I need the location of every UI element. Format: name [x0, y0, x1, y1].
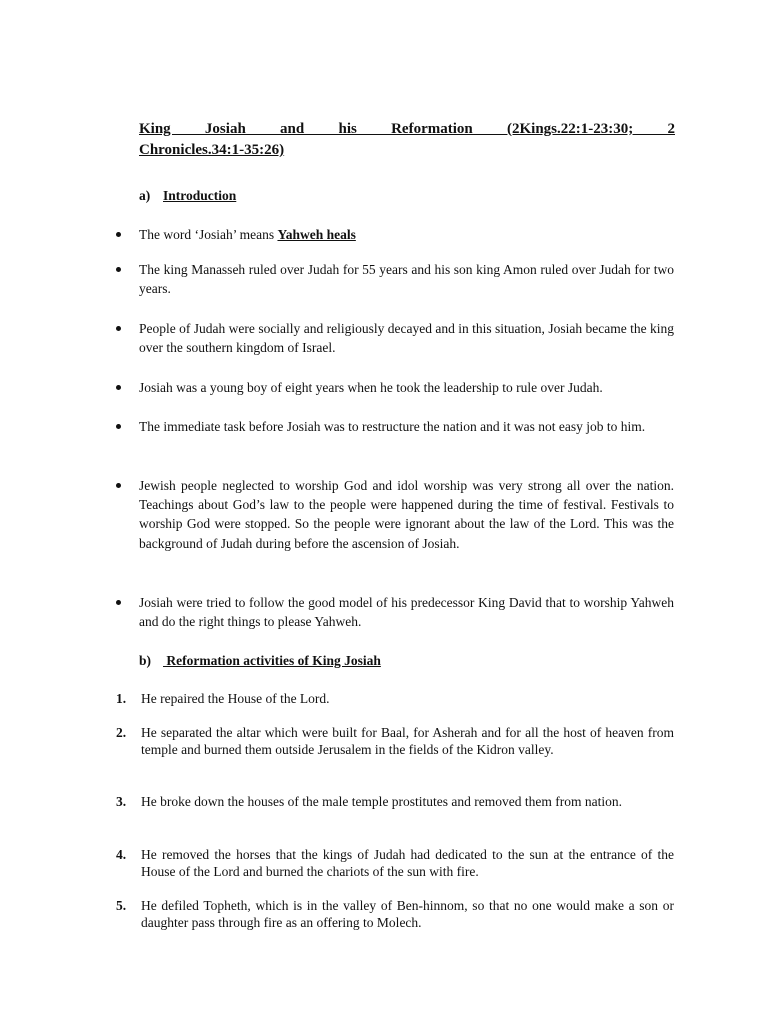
number-marker: 1.: [116, 691, 127, 706]
title-line-2: Chronicles.34:1-35:26): [139, 142, 285, 158]
list-item: The king Manasseh ruled over Judah for 55 years and his son king Amon ruled over Judah for two years.: [139, 262, 674, 297]
numbered-item: He defiled Topheth, which is in the valley of Ben-hinnom, so that no one would make a son or daughter pass through fire as an offering to Molech.: [141, 898, 674, 930]
bullet-1-prefix: The word ‘Josiah’ means: [139, 227, 278, 242]
bullet-icon: [115, 599, 123, 607]
list-item: The immediate task before Josiah was to restructure the nation and it was not easy job to him.: [139, 419, 646, 434]
numbered-item: He separated the altar which were built for Baal, for Asherah and for all the host of heaven from temple and burned them outside Jerusalem in the fields of the Kidron valley.: [141, 725, 674, 757]
section-b-title: Reformation activities of King Josiah: [163, 653, 381, 668]
section-a-title: Introduction: [163, 188, 237, 203]
bullet-icon: [115, 482, 123, 490]
bullet-1-emphasis: Yahweh heals: [277, 227, 356, 242]
numbered-item: He broke down the houses of the male temple prostitutes and removed them from nation.: [141, 794, 623, 809]
document-title: [139, 119, 675, 161]
bullet-icon: [115, 325, 123, 333]
section-b-heading: [139, 652, 381, 670]
numbered-item: He repaired the House of the Lord.: [141, 691, 330, 706]
bullet-icon: [115, 266, 123, 274]
list-item: Josiah was a young boy of eight years when he took the leadership to rule over Judah.: [139, 380, 603, 395]
section-a-marker: a): [139, 188, 151, 203]
title-line-1: King Josiah and his Reformation (2Kings.22:1-23:30; 2: [139, 121, 675, 137]
section-a-heading: [139, 187, 236, 205]
number-marker: 3.: [116, 794, 127, 809]
number-marker: 2.: [116, 725, 127, 740]
list-item: [139, 225, 674, 244]
list-item: People of Judah were socially and religiously decayed and in this situation, Josiah became the king over the southern kingdom of Israel.: [139, 321, 674, 356]
number-marker: 5.: [116, 898, 127, 913]
section-b-marker: b): [139, 653, 152, 668]
number-marker: 4.: [116, 847, 127, 862]
bullet-icon: [115, 423, 123, 431]
list-item: Jewish people neglected to worship God and idol worship was very strong all over the nation. Teachings about God’s law to the people were happened during the time of festival. Festivals to worship God were stopped. So the people were ignorant about the law of the Lord. This was the background of Judah during before the ascension of Josiah.: [139, 478, 674, 551]
numbered-item: He removed the horses that the kings of Judah had dedicated to the sun at the entrance of the House of the Lord and burned the chariots of the sun with fire.: [141, 847, 674, 879]
bullet-icon: [115, 231, 123, 239]
bullet-icon: [115, 384, 123, 392]
list-item: Josiah were tried to follow the good model of his predecessor King David that to worship Yahweh and do the right things to please Yahweh.: [139, 595, 674, 630]
